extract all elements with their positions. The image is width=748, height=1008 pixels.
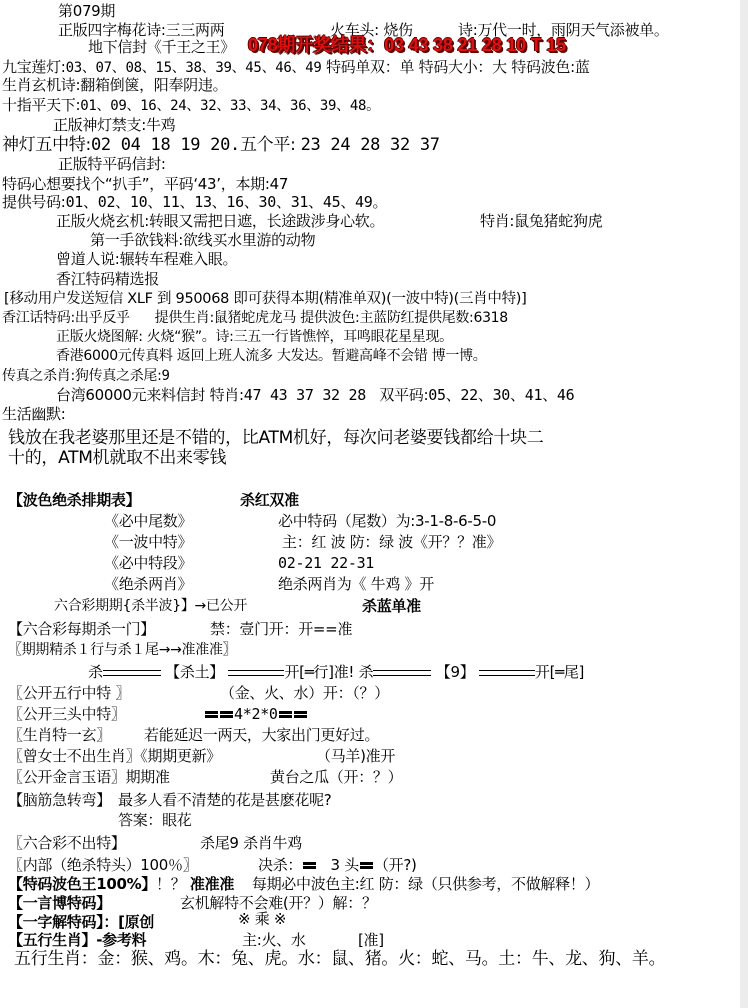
wuxing-table: 五行生肖：金：猴、鸡。木：兔、虎。水：鼠、猪。火：蛇、马。土：牛、龙、狗、羊。 [14,949,666,969]
tigong-row [2,193,387,211]
shendeng-label: 神灯五中特: [2,135,91,155]
tepingma-label: 正版特平码信封: [58,155,166,173]
naojin-label: 【脑筋急转弯】 [8,791,111,809]
tw-shuangping-value: 05、22、30、41、46 [428,386,575,404]
bose-table-title-right: 杀红双准 [240,491,299,509]
bose-item-label: 《绝杀两肖》 [104,575,193,593]
yiyan-value: 玄机解特不会难(开？）解：？ [180,894,377,912]
bose-item-value: 绝杀两肖为《 牛鸡 》开 [278,575,434,593]
poem-row [58,21,224,39]
hk6000-row [56,347,487,365]
issue-number: 第079期 [58,2,116,20]
zengdao-row [56,250,237,268]
chuanzhen-value2: 9 [161,368,170,384]
shizhi-value: 01、09、16、24、32、33、34、36、39、48。 [80,98,380,114]
banbo-label: 六合彩期期{杀半波}】→已公开 [54,598,248,614]
xjh-label: 香江话特码: [2,310,75,326]
santou-value: 4*2*0 [234,705,278,723]
bosewang-row [8,875,599,893]
wuxing-sx-value: 主:火、水 [242,931,306,949]
buchute-value: 杀尾9 杀肖牛鸡 [200,834,302,852]
tw60000-row [56,386,574,404]
naojin-question: 最多人看不清楚的花是甚麽花呢? [118,791,332,809]
neibu-c: （开?) [373,856,417,874]
bar [294,711,307,718]
jinzhi-row [53,116,175,134]
tw-texiao-label: 特肖: [209,386,244,404]
hk6000-value: 返回上班人流多 大发达。暂避高峰不会错 博一博。 [176,348,487,364]
naojin-answer: 答案：眼花 [118,811,192,829]
jiubao-row [2,58,590,77]
neibu-label: 〖内部（绝杀特头）100％〗 [8,856,198,874]
zengdao-value: 辗转车程难入眼。 [119,250,238,268]
shengxiao-poem-value: 翻箱倒箧，阳奉阴违。 [80,76,228,94]
shendeng-value: 02 04 18 19 20. [90,135,240,155]
buchute-label: 〖六合彩不出特】 [8,834,126,852]
xiangjiang-hua-row [2,309,508,327]
chuanzhen-row [2,367,170,385]
double-line [373,670,431,676]
qiqi-jingsha: 〖期期精杀１行与杀１尾→→准准准〗 [8,642,237,658]
double-line [103,670,161,676]
santou-row [204,705,308,723]
neibu-b: 3 头 [330,856,359,874]
shengxiao-poem-row [2,76,227,94]
page-edge [740,0,748,1008]
jiubao-value: 03、07、08、15、38、39、45、46、49 [65,60,322,76]
bose-item-value: 必中特码（尾数）为:3-1-8-6-5-0 [278,512,497,530]
chuanzhen-label2: 传真之杀尾: [88,368,162,384]
xinxiang-row: 特码心想要找个“扒手”，平码‘43’，本期:47 [2,175,289,193]
double-line [479,670,535,676]
jiubao-label: 九宝莲灯: [2,58,66,76]
shayimen-value: 禁：壹门开：开==准 [210,620,353,638]
shengxiao-poem-label: 生肖玄机诗: [2,76,81,94]
zengdao-label: 曾道人说: [56,250,120,268]
bar [220,711,233,718]
bar [279,711,292,718]
diyishou-value: 欲线买水里游的动物 [182,231,316,249]
bose-table-title: 【波色绝杀排期表】 [8,491,141,509]
bose-item-value: 02-21 22-31 [278,554,375,572]
xjh-label3: 提供波色: [300,310,360,326]
diyishou-row [90,231,315,249]
diyishou-label: 第一手欲钱料: [90,231,183,249]
xjh-value2: 鼠猪蛇虎龙马 [213,310,297,326]
tw-texiao-value: 47 43 37 32 28 [243,386,366,404]
huoshao-label: 正版火烧玄机: [56,212,149,230]
xjh-label4: 提供尾数: [414,310,474,326]
chuanzhen-label: 传真之杀肖: [2,368,75,384]
tw-label: 台湾60000元来料信封 [56,386,206,404]
tigong-value: 01、02、10、11、13、16、30、31、45、49。 [65,193,388,211]
yixuan-label: 〖生肖特一玄〗 [8,726,111,744]
poem-value: 三三两两 [165,21,225,39]
wuxing-value: （金、火、水）开：（？） [220,684,389,702]
xjh-value3: 主蓝防红 [359,310,415,326]
wugeping-label: 五个平: [239,135,296,155]
yizi-value: ※ 乘 ※ [238,910,287,928]
tw-shuangping-label: 双平码: [379,386,429,404]
zeng-value: （马羊)准开 [316,747,396,765]
huoshao-row [56,212,384,230]
bar [303,862,316,869]
bosewang-bold: 准准准 [189,875,235,893]
result-banner: 078期开奖结果：03 43 38 21 28 10 T 15 [248,35,566,55]
chuanzhen-value: 狗 [74,368,89,384]
xjh-label2: 提供生肖: [154,310,214,326]
sms-promo: [移动用户发送短信 XLF 到 950068 即可获得本期(精准单双)(一波中特)(三肖中特)] [4,291,527,307]
yizi-label: 【一字解特码】：[原创 [8,913,155,931]
tujie-label: 正版火烧图解: [56,329,143,345]
tigong-label: 提供号码: [2,193,66,211]
jinyan-value: 黄台之瓜（开：？） [270,768,403,786]
sha-c: 开[═行]准! [284,663,355,681]
letter-label: 地下信封《千王之王》 [88,38,236,56]
wugeping-value: 23 24 28 32 37 [300,135,440,155]
sha-tu: 【杀土】 [165,663,224,681]
banbo-value: 杀蓝单准 [362,597,421,615]
santou-label: 〖公开三头中特〗 [8,705,126,723]
xjh-value: 出乎反乎 [74,310,130,326]
joke-line-2: 十的，ATM机就取不出来零钱 [8,448,227,468]
tujie-value: 火烧“猴”。诗:三五一行皆憔悴，耳鸣眼花星星现。 [146,329,453,345]
neibu-row [258,856,417,874]
train-value: 烧伤 [383,21,413,39]
shi-label: 诗: [458,21,478,39]
bose-item-label: 《必中尾数》 [104,512,193,530]
shizhi-row [2,96,380,115]
sha-d: 杀 [358,663,374,681]
hk6000-label: 香港6000元传真料 [56,348,173,364]
yiyan-label: 【一言博特码】 [8,894,111,912]
poem-label: 正版四字梅花诗: [58,21,166,39]
sha-f: 开[═尾] [534,663,585,681]
joke-line-1: 钱放在我老婆那里还是不错的，比ATM机好，每次问老婆要钱都给十块二 [8,428,544,448]
texiao-row [480,212,602,230]
shizhi-label: 十指平天下: [2,96,81,114]
jiubao-extra: 特码单双：单 特码大小：大 特码波色:蓝 [325,58,590,76]
bosewang-mid: ！？ [156,875,186,893]
bosewang-label: 【特码波色王100%】 [8,875,157,893]
sha-row [88,663,584,681]
humor-label: 生活幽默: [2,405,66,423]
shayimen-label: 【六合彩每期杀一门】 [8,620,156,638]
sha-nine: 【9】 [435,663,475,681]
neibu-a: 决杀： [258,856,303,874]
huoshao-value: 转眼又需把日遮，长途跋涉身心软。 [148,212,385,230]
texiao-label: 特肖: [480,212,515,230]
xiangjiang-title: 香江特码精选报 [56,270,159,288]
xjh-value4: 6318 [473,310,508,326]
bar [360,862,373,869]
jinzhi-label: 正版神灯禁支: [53,116,146,134]
shi-value: 万代一时，雨阴天气添被单。 [477,21,669,39]
huoshao-tujie-row [56,328,453,346]
bose-item-label: 《必中特段》 [104,554,193,572]
yixuan-value: 若能延迟一两天，大家出门更好过。 [144,726,380,744]
jinzhi-value: 牛鸡 [145,116,176,134]
bose-item-label: 《一波中特》 [104,533,193,551]
wuxing-sx-label: 【五行生肖】-参考料 [8,931,147,949]
bosewang-value: 每期必中波色主:红 防：绿（只供参考，不做解释！） [251,875,600,893]
sha-a: 杀 [88,663,103,681]
texiao-value: 鼠兔猪蛇狗虎 [514,212,603,230]
bose-item-value: 主：红 波 防：绿 波《开？？准》 [282,533,502,551]
wuxing-label: 〖公开五行中特 〗 [8,684,131,702]
bar [205,711,218,718]
shendeng-row [2,135,440,155]
jinyan-label: 〖公开金言玉语〗期期准 [8,768,170,786]
zeng-label: 〖曾女士不出生肖〗《期期更新》 [8,747,222,765]
train-label: 火车头: [330,21,379,39]
double-line [228,670,284,676]
wuxing-sx-tag: [准] [358,931,384,949]
